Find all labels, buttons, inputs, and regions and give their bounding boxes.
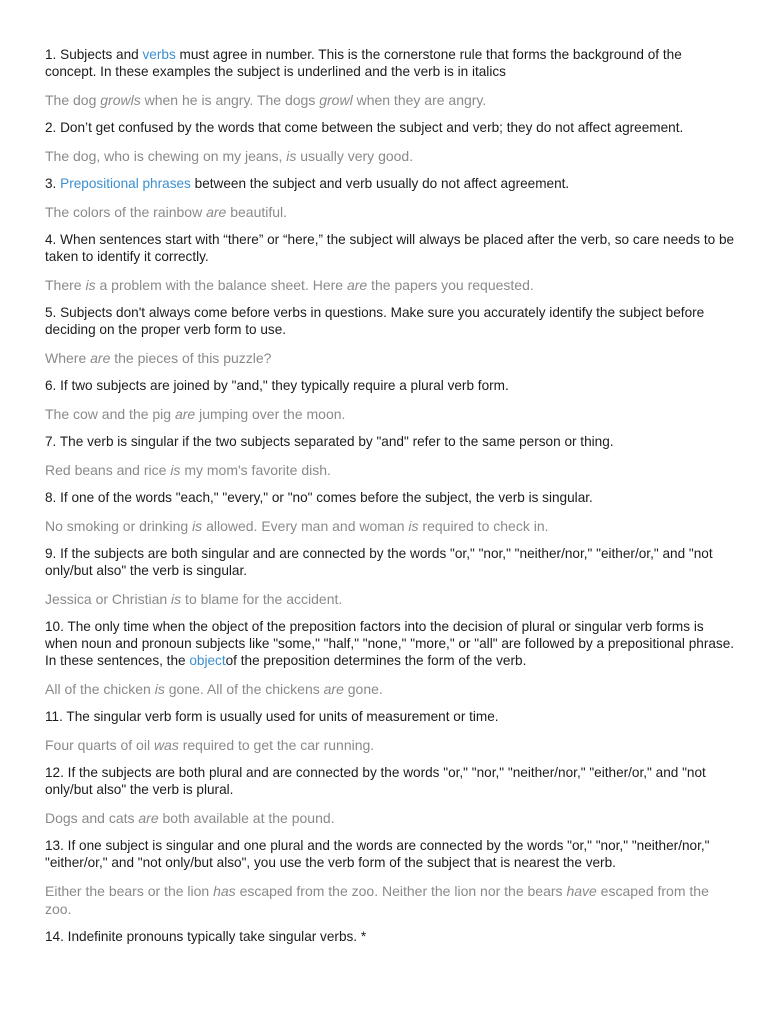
example-text: Dogs and cats (45, 810, 139, 826)
rule-number: 3. (45, 176, 61, 191)
example-text: There (45, 277, 86, 293)
example-text: required to get the car running. (178, 737, 375, 753)
object-link[interactable]: object (189, 653, 226, 668)
rule-13: 13. If one subject is singular and one plural and the words are connected by the words "or," "nor," "neither/nor," "either/or," and "not only/but also", you use the verb form of the subject that is nearest the verb. (45, 838, 710, 870)
rule-8: 8. If one of the words "each," "every," or "no" comes before the subject, the verb is singular. (45, 490, 593, 505)
rule-text: between the subject and verb usually do not affect agreement. (190, 176, 570, 191)
rule-5: 5. Subjects don't always come before verbs in questions. Make sure you accurately identify the subject before deciding on the proper verb form to use. (45, 305, 705, 337)
example-text: escaped from the zoo. (45, 883, 709, 917)
example-text: the papers you requested. (367, 277, 534, 293)
example-verb: have (566, 883, 597, 899)
example-10 (45, 680, 735, 698)
rule-9: 9. If the subjects are both singular and are connected by the words "or," "nor," "neither/nor," "either/or," and "not only/but also" the verb is singular. (45, 546, 713, 578)
rule-6: 6. If two subjects are joined by "and," they typically require a plural verb form. (45, 378, 509, 393)
example-text: allowed. Every man and woman (202, 518, 409, 534)
example-text: Where (45, 350, 91, 366)
example-text: to blame for the accident. (181, 591, 343, 607)
example-text: No smoking or drinking (45, 518, 193, 534)
example-verb: has (213, 883, 236, 899)
example-verb: is (286, 148, 297, 164)
example-verb: growls (100, 92, 141, 108)
example-text: when they are angry. (352, 92, 487, 108)
example-verb: is (154, 681, 165, 697)
example-text: both available at the pound. (158, 810, 335, 826)
example-text: Red beans and rice (45, 462, 171, 478)
example-verb: are (323, 681, 344, 697)
example-verb: growl (319, 92, 353, 108)
example-text: beautiful. (226, 204, 288, 220)
example-6 (45, 405, 735, 423)
example-text: The dog, who is chewing on my jeans, (45, 148, 287, 164)
rule-12: 12. If the subjects are both plural and are connected by the words "or," "nor," "neither/nor," "either/or," and "not only/but also" the verb is plural. (45, 765, 706, 797)
rule-3 (45, 175, 735, 192)
example-2 (45, 147, 735, 165)
example-verb: is (171, 591, 182, 607)
example-7 (45, 461, 735, 479)
example-verb: is (170, 462, 181, 478)
example-text: escaped from the zoo. Neither the lion nor the bears (235, 883, 567, 899)
example-text: The dog (45, 92, 101, 108)
example-text: Jessica or Christian (45, 591, 172, 607)
example-verb: are (138, 810, 159, 826)
example-text: gone. (343, 681, 383, 697)
example-4 (45, 276, 735, 294)
rule-10 (45, 618, 735, 669)
example-verb: are (90, 350, 111, 366)
verbs-link[interactable]: verbs (142, 47, 176, 62)
example-text: my mom's favorite dish. (180, 462, 331, 478)
example-verb: are (346, 277, 368, 293)
example-verb: is (408, 518, 419, 534)
example-text: Four quarts of oil (45, 737, 154, 753)
rule-4: 4. When sentences start with “there” or “here,” the subject will always be placed after the verb, so care needs to be taken to identify it correctly. (45, 232, 735, 264)
example-text: gone. All of the chickens (164, 681, 324, 697)
example-text: The cow and the pig (45, 406, 175, 422)
example-text: All of the chicken (45, 681, 155, 697)
rule-text: The only time when the object of the preposition factors into the decision of plural or singular verb forms is when noun and pronoun subjects like "some," "half," "none," "more," or "all" are followed by a prepositional phrase. In these sentences, the (45, 619, 735, 668)
rule-7: 7. The verb is singular if the two subjects separated by "and" refer to the same person or thing. (45, 434, 614, 449)
example-text: a problem with the balance sheet. Here (95, 277, 347, 293)
example-9 (45, 590, 735, 608)
example-text: The colors of the rainbow (45, 204, 207, 220)
example-verb: was (153, 737, 179, 753)
example-text: required to check in. (418, 518, 549, 534)
rule-11: 11. The singular verb form is usually used for units of measurement or time. (45, 709, 499, 724)
example-verb: is (85, 277, 96, 293)
document-body (45, 46, 735, 956)
example-8 (45, 517, 735, 535)
example-text: Either the bears or the lion (45, 883, 214, 899)
example-5 (45, 349, 735, 367)
example-3 (45, 203, 735, 221)
example-text: when he is angry. The dogs (140, 92, 320, 108)
rule-14: 14. Indefinite pronouns typically take singular verbs. * (45, 929, 367, 944)
example-text: the pieces of this puzzle? (110, 350, 272, 366)
rule-text: Subjects and (60, 47, 143, 62)
rule-number: 10. (45, 619, 68, 634)
rule-1 (45, 46, 735, 80)
example-verb: are (174, 406, 196, 422)
rule-number: 1. (45, 47, 61, 62)
rule-text: of the preposition determines the form of the verb. (225, 653, 527, 668)
rule-text: must agree in number. This is the cornerstone rule that forms the background of the concept. In these examples the subject is underlined and the verb is in italics (45, 47, 682, 79)
example-verb: is (192, 518, 203, 534)
example-11 (45, 736, 735, 754)
prepositional-phrases-link[interactable]: Prepositional phrases (60, 176, 191, 191)
example-text: jumping over the moon. (195, 406, 346, 422)
example-1 (45, 91, 735, 109)
example-13 (45, 882, 735, 918)
example-12 (45, 809, 735, 827)
example-text: usually very good. (296, 148, 414, 164)
rule-2: 2. Don’t get confused by the words that come between the subject and verb; they do not affect agreement. (45, 120, 684, 135)
example-verb: are (206, 204, 227, 220)
